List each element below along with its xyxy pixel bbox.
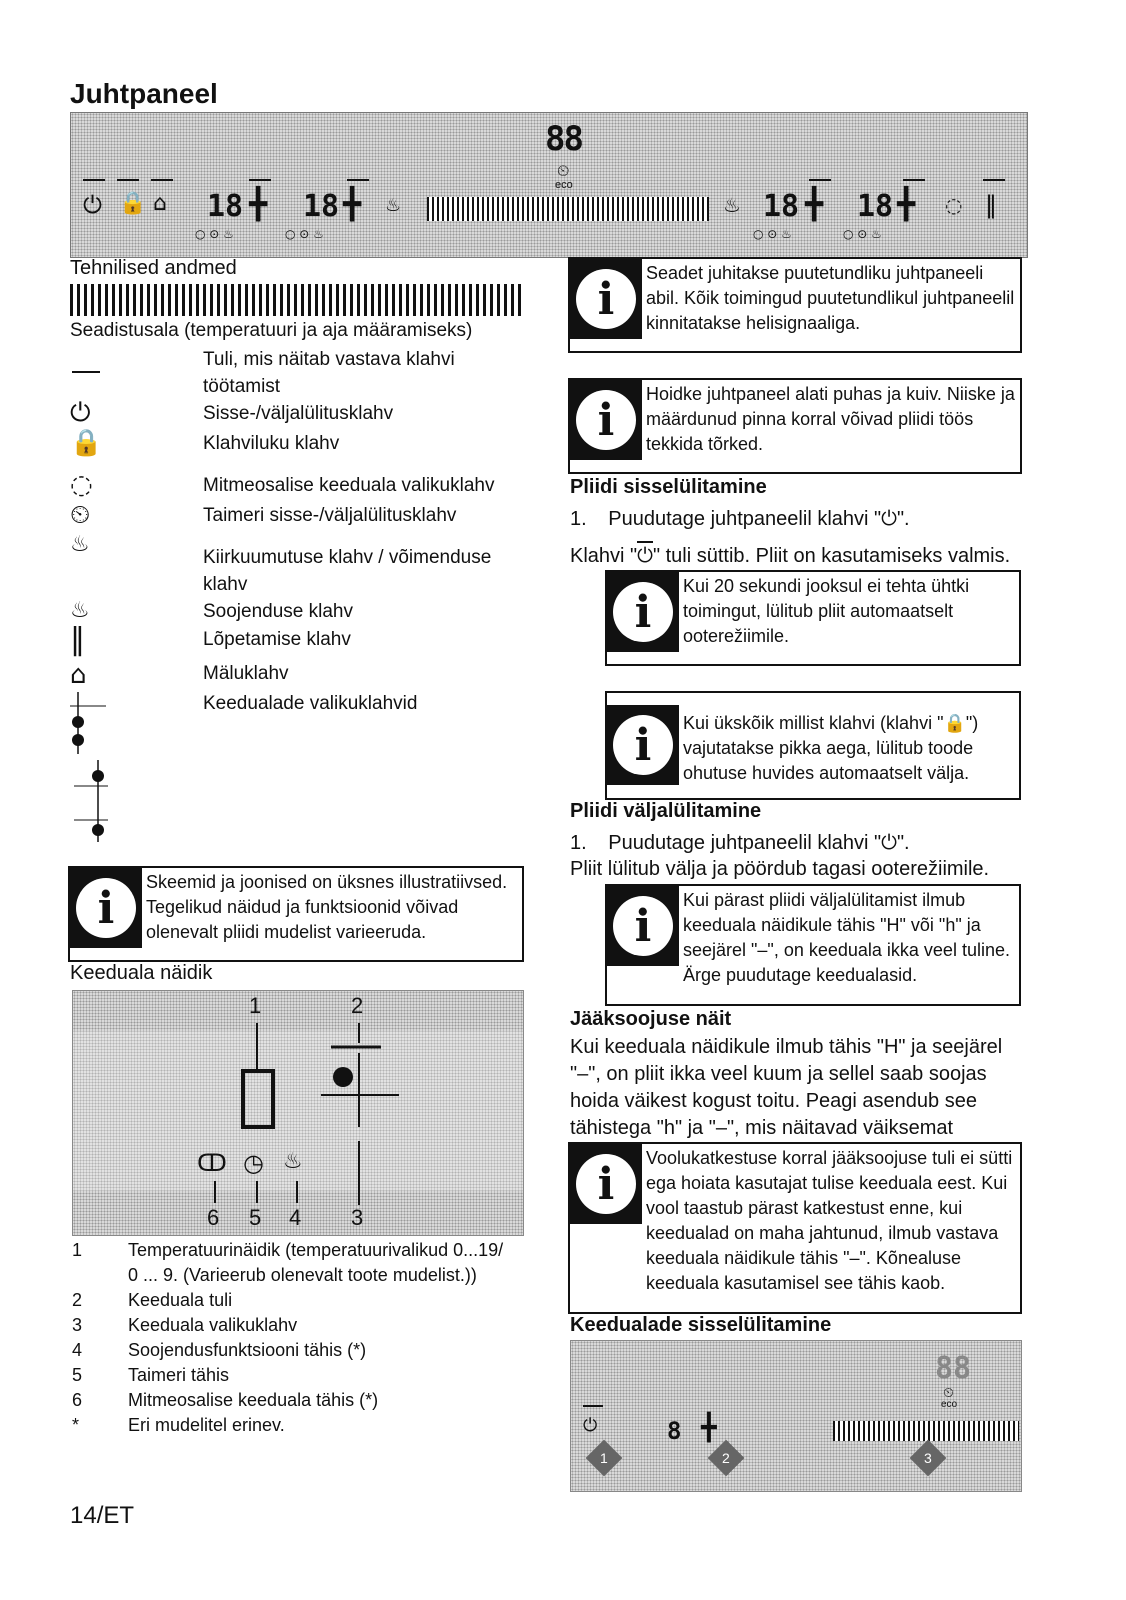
legend-text: Sisse-/väljalülitusklahv bbox=[203, 403, 394, 424]
multi-zone-indicator-icon: ↀ bbox=[197, 1149, 227, 1177]
legend-text: Soojenduse klahv bbox=[203, 601, 353, 622]
list-text: Soojendusfunktsiooni tähis (*) bbox=[128, 1340, 367, 1360]
warming-icon[interactable]: ♨ bbox=[385, 195, 402, 216]
legend-text: Tuli, mis näitab vastava klahvi töötamist bbox=[203, 349, 455, 397]
step-badge-3 bbox=[910, 1440, 947, 1477]
eco-boost-icon[interactable]: ♨ bbox=[723, 193, 741, 217]
info-icon: i bbox=[607, 886, 679, 966]
list-num: 6 bbox=[72, 1390, 83, 1410]
info-note-text: Kui 20 sekundi jooksul ei tehta ühtki toimingut, lülitub pliit automaatselt ooterežiimile. bbox=[683, 576, 970, 646]
step-badge-2 bbox=[708, 1440, 745, 1477]
power-off-step bbox=[570, 830, 910, 855]
callout-5: 5 bbox=[249, 1205, 262, 1230]
list-text: Taimeri tähis bbox=[128, 1365, 230, 1385]
note-text-a: Kui ükskõik millist klahvi (klahvi " bbox=[683, 713, 944, 733]
step-text-end: ". bbox=[896, 832, 910, 854]
lock-icon: 🔒 bbox=[943, 713, 966, 734]
zone-select-icon[interactable]: ╋ bbox=[701, 1413, 717, 1443]
info-icon: i bbox=[607, 572, 679, 652]
panel-timer-display: 88 bbox=[545, 119, 582, 159]
multi-zone-icon[interactable]: ◌ bbox=[945, 193, 963, 217]
info-icon: i bbox=[570, 380, 642, 460]
callout-6: 6 bbox=[207, 1205, 220, 1230]
power-off-heading: Pliidi väljalülitamine bbox=[570, 800, 762, 822]
indicator-line-icon bbox=[151, 179, 173, 181]
info-icon: i bbox=[570, 1144, 642, 1224]
indicator-line-icon bbox=[983, 179, 1005, 181]
zone-indicators-icon: ○ ⊙ ♨ bbox=[195, 227, 234, 241]
step-badge-label: 3 bbox=[924, 1449, 932, 1466]
step-badge-label: 2 bbox=[722, 1449, 730, 1466]
callout-2: 2 bbox=[351, 993, 364, 1018]
panel-eco-label: eco bbox=[555, 179, 573, 191]
info-note bbox=[605, 691, 1021, 800]
step-text-end: ". bbox=[896, 508, 910, 530]
list-num: 3 bbox=[72, 1315, 83, 1335]
finish-icon[interactable]: ‖ bbox=[985, 191, 997, 219]
slider-area[interactable] bbox=[427, 197, 709, 221]
list-text: Eri mudelitel erinev. bbox=[128, 1415, 285, 1435]
list-num: 5 bbox=[72, 1365, 83, 1385]
legend-text: Kiirkuumutuse klahv / võimenduse klahv bbox=[203, 547, 492, 595]
timer-icon: ⏲ bbox=[70, 500, 91, 530]
legend-text: Mäluklahv bbox=[203, 663, 289, 684]
indicator-line-icon bbox=[347, 179, 369, 181]
step-text: Puudutage juhtpaneelil klahvi " bbox=[608, 832, 882, 854]
zone-select-icon[interactable]: ╋ bbox=[343, 187, 362, 222]
zones-on-heading: Keedualade sisselülitamine bbox=[570, 1314, 832, 1336]
residual-heading: Jääksoojuse näit bbox=[570, 1008, 732, 1030]
info-note-text: Kui pärast pliidi väljalülitamist ilmub keeduala näidikule tähis "H" või "h" ja seejärel "–", on keeduala ikka veel tuline. Ärge puudutage keedualasid. bbox=[683, 890, 1010, 985]
zone-display-1: 18 bbox=[207, 189, 244, 224]
slider-caption: Seadistusala (temperatuuri ja aja määramiseks) bbox=[70, 320, 473, 341]
step-badge-label: 1 bbox=[600, 1449, 608, 1466]
page-number: 14/ET bbox=[70, 1502, 135, 1529]
legend-text: Klahviluku klahv bbox=[203, 433, 340, 454]
multi-zone-icon: ◌ bbox=[70, 470, 93, 500]
step-number: 1. bbox=[570, 832, 587, 854]
zone-display: 8 bbox=[667, 1417, 682, 1445]
step-number: 1. bbox=[570, 508, 587, 530]
power-on-heading: Pliidi sisselülitamine bbox=[570, 476, 767, 498]
indicator-line-icon bbox=[249, 179, 271, 181]
indicator-line-icon bbox=[809, 179, 831, 181]
zone-indicators-icon: ○ ⊙ ♨ bbox=[285, 227, 324, 241]
display-heading: Keeduala näidik bbox=[70, 962, 213, 984]
power-icon: ⏻ bbox=[881, 506, 897, 530]
zone-display-4: 18 bbox=[857, 189, 894, 224]
info-note bbox=[605, 884, 1021, 1006]
zone-indicators-icon: ○ ⊙ ♨ bbox=[753, 227, 792, 241]
zones-on-illustration bbox=[570, 1340, 1022, 1492]
memory-icon: ⌂ bbox=[70, 660, 87, 690]
indicator-line-icon bbox=[903, 179, 925, 181]
power-on-step bbox=[570, 506, 910, 531]
result-text-end: " tuli süttib. Pliit on kasutamiseks valmis. bbox=[652, 545, 1011, 567]
info-note bbox=[568, 257, 1022, 353]
tech-heading: Tehnilised andmed bbox=[70, 257, 237, 279]
zone-display-2: 18 bbox=[303, 189, 340, 224]
zone-select-icon[interactable]: ╋ bbox=[897, 187, 916, 222]
page-title: Juhtpaneel bbox=[70, 78, 218, 109]
list-text: Temperatuurinäidik (temperatuurivalikud 0...19/ bbox=[128, 1240, 504, 1260]
info-icon: i bbox=[607, 705, 679, 785]
callout-4: 4 bbox=[289, 1205, 302, 1230]
info-note bbox=[68, 866, 524, 962]
list-text: Keeduala tuli bbox=[128, 1290, 233, 1310]
list-num: 2 bbox=[72, 1290, 83, 1310]
list-num: 1 bbox=[72, 1240, 83, 1260]
timer-icon: ⏲ bbox=[943, 1385, 954, 1401]
zone-select-icon[interactable]: ╋ bbox=[805, 187, 824, 222]
timer-indicator-icon: ◷ bbox=[243, 1149, 264, 1177]
power-icon: ⏻ bbox=[637, 543, 653, 567]
info-note-text: Hoidke juhtpaneel alati puhas ja kuiv. Niiske ja määrdunud pinna korral võivad pliidi töös tekkida tõrked. bbox=[646, 384, 1015, 454]
power-icon: ⏻ bbox=[881, 830, 897, 854]
power-icon[interactable]: ⏻ bbox=[83, 191, 102, 219]
power-off-result: Pliit lülitub välja ja pöördub tagasi ooterežiimile. bbox=[570, 858, 990, 880]
callout-3: 3 bbox=[351, 1205, 364, 1230]
power-icon[interactable]: ⏻ bbox=[583, 1415, 598, 1436]
info-icon: i bbox=[570, 259, 642, 339]
memory-icon[interactable]: ⌂ bbox=[153, 191, 167, 216]
lock-icon: 🔒 bbox=[70, 428, 103, 458]
step-text: Puudutage juhtpaneelil klahvi " bbox=[608, 508, 882, 530]
timer-display: 88 bbox=[935, 1351, 972, 1386]
control-panel-illustration bbox=[70, 112, 1028, 258]
legend-text: Taimeri sisse-/väljalülitusklahv bbox=[203, 505, 457, 526]
zone-select-icon[interactable]: ╋ bbox=[249, 187, 268, 222]
warming-indicator-icon: ♨ bbox=[283, 1149, 303, 1174]
eco-label: eco bbox=[941, 1399, 958, 1410]
list-text: Keeduala valikuklahv bbox=[128, 1315, 298, 1335]
legend-text: Mitmeosalise keeduala valikuklahv bbox=[203, 475, 495, 496]
note-text-b: ") vajutatakse pikka aega, lülitub toode ohutuse huvides automaatselt välja. bbox=[683, 713, 979, 783]
lock-icon[interactable]: 🔒 bbox=[119, 191, 147, 216]
legend-text: Keedualade valikuklahvid bbox=[203, 693, 418, 714]
finish-icon: ‖ bbox=[70, 622, 85, 657]
power-on-result bbox=[570, 543, 1010, 568]
info-note-text: Seadet juhitakse puutetundliku juhtpaneeli abil. Kõik toimingud puutetundlikul juhtpaneelil kinnitatakse helisignaaliga. bbox=[646, 263, 1015, 333]
info-note-text: Skeemid ja joonised on üksnes illustratiivsed. Tegelikud näidud ja funktsioonid võivad olenevalt pliidi mudelist varieeruda. bbox=[146, 872, 508, 942]
info-note bbox=[605, 570, 1021, 666]
timer-icon: ⏲ bbox=[557, 161, 570, 180]
legend-text: Lõpetamise klahv bbox=[203, 629, 351, 650]
list-text: 0 ... 9. (Varieerub olenevalt toote mudelist.)) bbox=[128, 1265, 477, 1285]
info-icon: i bbox=[70, 868, 142, 948]
info-note-text: Voolukatkestuse korral jääksoojuse tuli ei sütti ega hoiata kasutajat tulise keeduala eest. Kui vool taastub pärast katkestust enne, kui keedualad on maha jahtunud, ilmub vastava keeduala näidikule tähis "–". Kõnealuse keeduala kasutamisel see tähis kaob. bbox=[646, 1148, 1013, 1293]
list-text: Mitmeosalise keeduala tähis (*) bbox=[128, 1390, 379, 1410]
indicator-line-icon bbox=[72, 371, 100, 373]
warming-icon: ♨ bbox=[70, 598, 90, 623]
power-icon: ⏻ bbox=[70, 398, 91, 428]
callout-1: 1 bbox=[249, 993, 262, 1018]
step-badge-1 bbox=[586, 1440, 623, 1477]
indicator-line-icon bbox=[83, 179, 105, 181]
zone-display-3: 18 bbox=[763, 189, 800, 224]
result-text: Klahvi " bbox=[570, 545, 638, 567]
info-note bbox=[568, 378, 1022, 474]
zone-indicators-icon: ○ ⊙ ♨ bbox=[843, 227, 882, 241]
zone-display-illustration bbox=[72, 990, 524, 1236]
indicator-line-icon bbox=[583, 1405, 603, 1407]
eco-boost-icon: ♨ bbox=[70, 532, 90, 557]
indicator-line-icon bbox=[117, 179, 139, 181]
info-note-text bbox=[683, 711, 1015, 786]
zone-select-icon bbox=[70, 692, 110, 842]
info-note bbox=[568, 1142, 1022, 1314]
residual-text: Kui keeduala näidikule ilmub tähis "H" ja seejärel "–", on pliit ikka veel kuum ja sellel saab soojas hoida väikest kogust toitu. Peagi asendub see tähistega "h" ja "–", mis näitavad väiksemat bbox=[570, 1036, 1003, 1139]
list-num: 4 bbox=[72, 1340, 83, 1360]
slider-illustration bbox=[70, 284, 524, 316]
list-num: * bbox=[72, 1415, 80, 1435]
slider-area[interactable] bbox=[833, 1421, 1019, 1441]
